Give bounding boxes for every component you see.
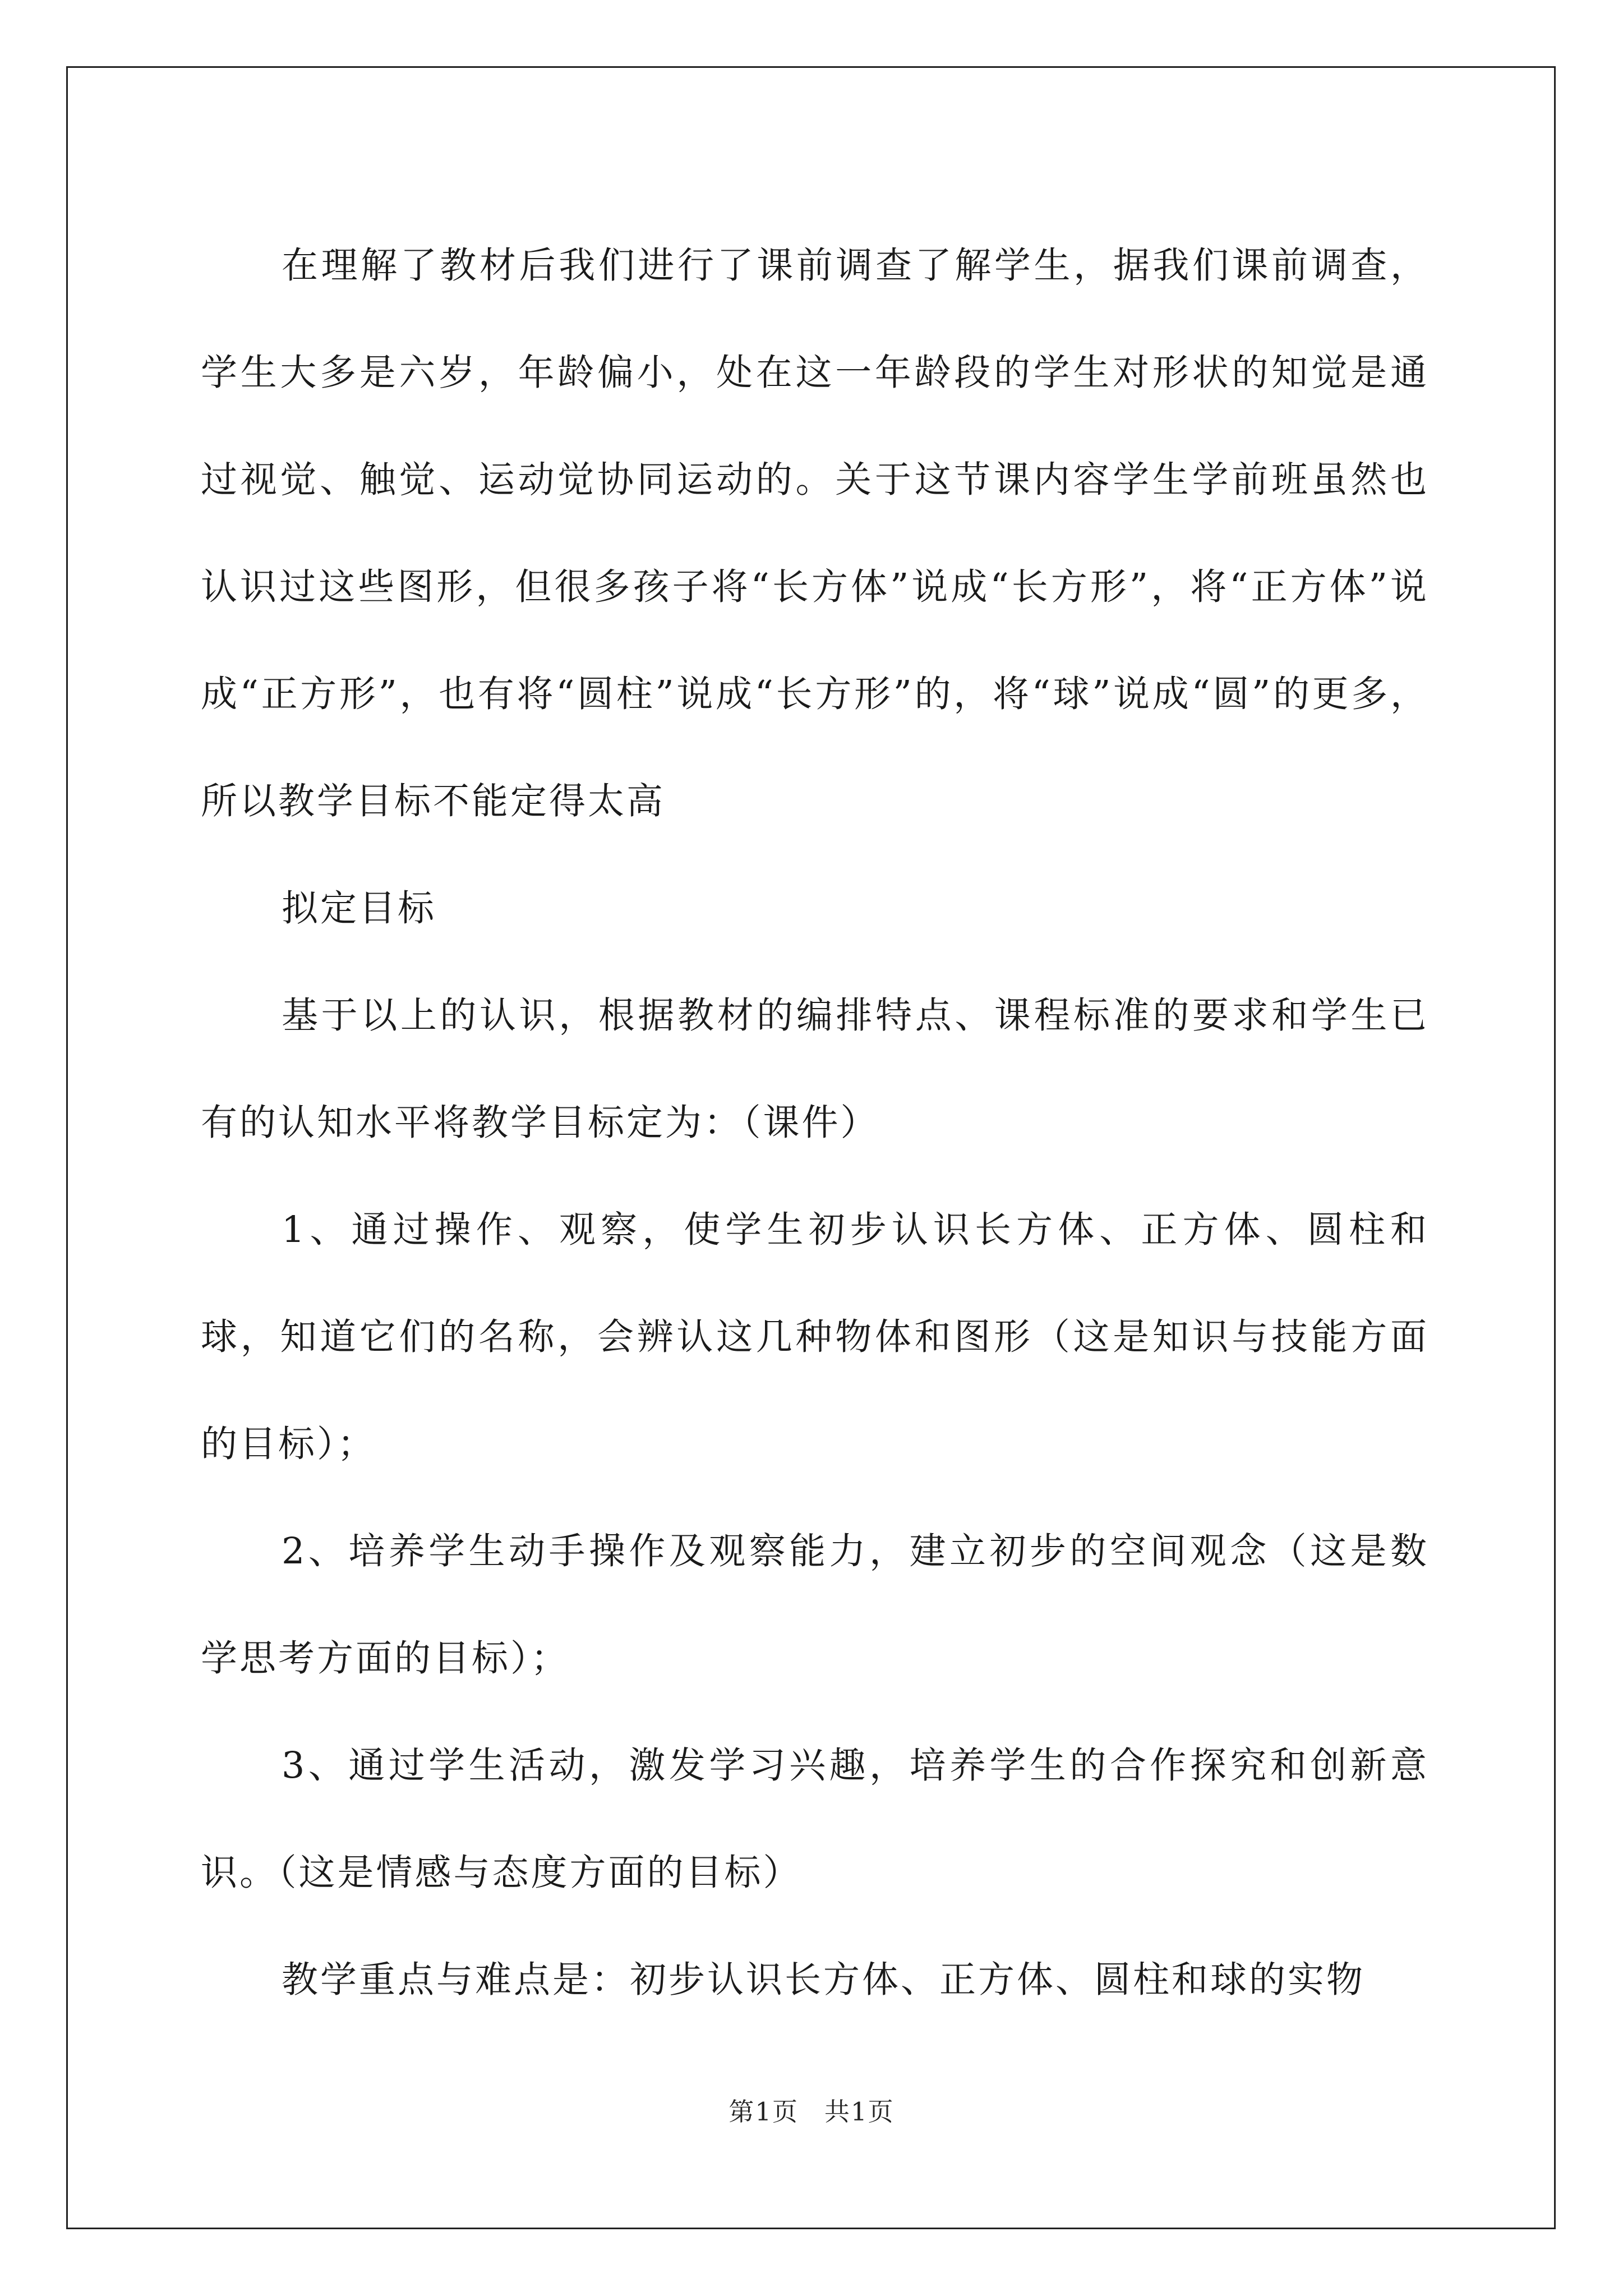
goal-item-1: 1、通过操作、观察，使学生初步认识长方体、正方体、圆柱和球，知道它们的名称，会辨认这几种物体和图形（这是知识与技能方面的目标）； — [201, 1209, 1429, 1465]
paragraph: 教学重点与难点是：初步认识长方体、正方体、圆柱和球的实物 — [282, 1959, 1366, 2001]
page-number: 第1页 — [728, 2097, 799, 2127]
paragraph: 基于以上的认识，根据教材的编排特点、课程标准的要求和学生已有的认知水平将教学目标定为：（课件） — [201, 995, 1429, 1144]
goal-item-3: 3、通过学生活动，激发学习兴趣，培养学生的合作探究和创新意识。（这是情感与态度方面的目标） — [201, 1745, 1429, 1894]
page-footer — [0, 2091, 1623, 2128]
document-body — [201, 212, 1429, 2033]
section-heading: 拟定目标 — [282, 887, 437, 930]
goal-item-2: 2、培养学生动手操作及观察能力，建立初步的空间观念（这是数学思考方面的目标）； — [201, 1530, 1429, 1680]
paragraph: 在理解了教材后我们进行了课前调查了解学生，据我们课前调查，学生大多是六岁，年龄偏小，处在这一年龄段的学生对形状的知觉是通过视觉、触觉、运动觉协同运动的。关于这节课内容学生学前班虽然也认识过这些图形，但很多孩子将“长方体”说成“长方形”，将“正方体”说成“正方形”，也有将“圆柱”说成“长方形”的，将“球”说成“圆”的更多，所以教学目标不能定得太高 — [201, 245, 1429, 822]
page-total: 共1页 — [824, 2097, 895, 2127]
